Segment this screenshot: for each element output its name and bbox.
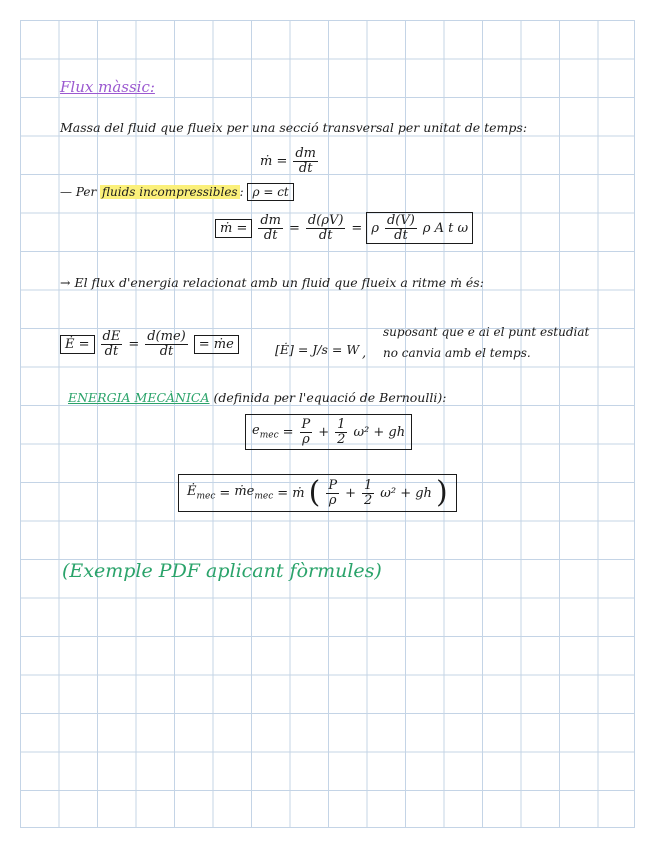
mdot-expanded-frac1 [258, 214, 283, 242]
mech-energy-title: ENERGIA MECÀNICA [68, 390, 210, 405]
edot-rhs-box: = ṁe [194, 335, 239, 354]
eq-sign: = [289, 220, 300, 236]
rho-a-t-omega: ρ A t ω [422, 220, 469, 236]
incompressible-highlight: fluids incompressibles [102, 185, 238, 199]
incompressible-line [60, 183, 294, 201]
emec-frac-p-rho [300, 418, 313, 446]
energy-frac2-num: d(me) [147, 329, 186, 344]
frac3-num: d(V) [386, 213, 415, 228]
mdot-expanded-rhs-box [366, 212, 473, 244]
eq-sign: = ṁ [277, 485, 305, 501]
energy-frac1 [101, 330, 123, 358]
mdot-expanded-frac2 [306, 214, 346, 242]
incompressible-prefix: — Per [60, 185, 97, 199]
mech-energy-heading [68, 390, 446, 405]
frac3-den: dt [394, 227, 408, 243]
emec-frac1-num: P [301, 417, 311, 432]
emec-formula [245, 414, 412, 450]
eq-sign: = [219, 485, 231, 501]
edot-frac1-num: P [328, 477, 338, 493]
energy-flux-text: → El flux d'energia relacionat amb un fluid que flueix a ritme ṁ és: [60, 275, 484, 290]
example-note: (Exemple PDF aplicant fòrmules) [62, 560, 382, 582]
eq-sign: = [128, 336, 140, 352]
comma: , [362, 346, 367, 361]
left-paren: ( [308, 475, 321, 510]
rho-symbol: ρ [371, 220, 379, 236]
edot-tail: ω² + gh [380, 485, 432, 501]
frac1-num: dm [260, 213, 282, 228]
energy-frac1-den: dt [104, 343, 119, 359]
edot-frac2-num: 1 [363, 477, 373, 493]
emec-tail: ω² + gh [353, 424, 406, 440]
edot-frac-p-rho [326, 479, 339, 507]
energy-frac2-den: dt [159, 343, 174, 359]
mdot-fraction [293, 147, 318, 175]
emec-frac2-den: 2 [337, 431, 346, 447]
energy-formula [60, 330, 239, 358]
energy-frac2 [145, 330, 188, 358]
emec-frac2-num: 1 [337, 417, 346, 432]
frac1-den: dt [263, 227, 278, 243]
mdot-expanded-frac3 [385, 214, 417, 242]
edot-frac-half [362, 479, 374, 507]
frac2-den: dt [318, 227, 333, 243]
edot-mec-formula [178, 474, 457, 512]
mdot-formula [260, 147, 320, 175]
mech-energy-subtitle: (definida per l'equació de Bernoulli): [213, 390, 447, 405]
frac2-num: d(ρV) [307, 213, 344, 228]
edot-frac1-den: ρ [328, 492, 337, 508]
emec-frac1-den: ρ [302, 431, 310, 447]
definition-text: Massa del fluid que flueix per una secció transversal per unitat de temps: [60, 120, 528, 135]
section-title-flux-massic: Flux màssic: [60, 78, 155, 96]
energy-frac1-num: dE [102, 329, 121, 344]
emec-lhs: $e_{mec}$ [252, 423, 279, 441]
plus-sign: + [318, 424, 330, 440]
assumption-line-2: no canvia amb el temps. [383, 346, 531, 360]
mdot-den: dt [298, 160, 313, 176]
edot-mec-mid: ṁe$_{mec}$ [234, 484, 274, 502]
mdot-expanded-lhs-box: ṁ = [215, 219, 252, 238]
mdot-lhs: ṁ = [260, 153, 288, 169]
right-paren: ) [435, 475, 448, 510]
mdot-expanded-formula [215, 212, 473, 244]
plus-sign: + [345, 485, 356, 501]
rho-constant-box: ρ = ct [247, 183, 293, 201]
emec-frac-half [335, 418, 347, 446]
assumption-line-1: suposant que e ai el punt estudiat [383, 325, 590, 339]
edot-lhs-box: Ė = [60, 335, 95, 354]
eq-sign: = [282, 424, 294, 440]
edot-mec-lhs: $Ė_{mec}$ [187, 484, 216, 502]
units-text: [Ė] = J/s = W [275, 342, 360, 357]
incompressible-colon: : [239, 185, 244, 199]
eq-sign: = [351, 220, 363, 236]
edot-frac2-den: 2 [363, 492, 373, 508]
mdot-num: dm [295, 146, 317, 161]
